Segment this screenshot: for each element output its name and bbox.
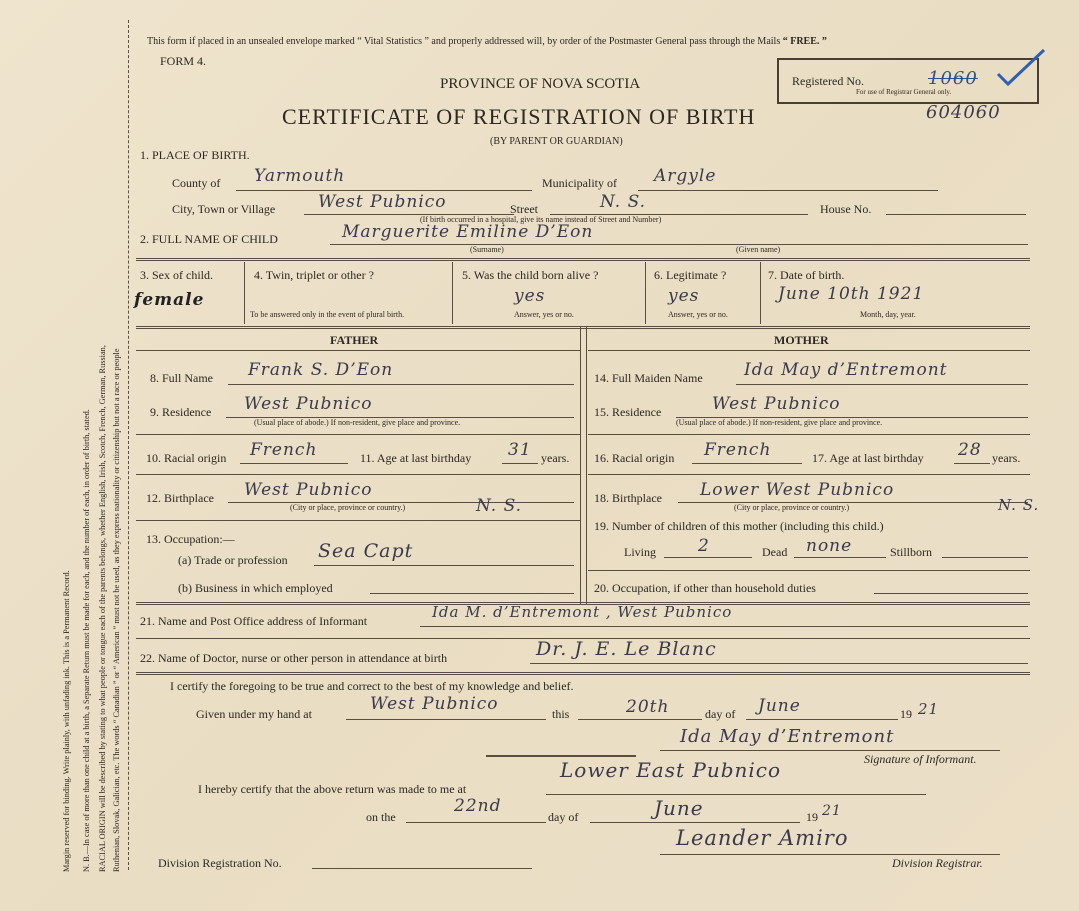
return-year-value: 21 — [822, 803, 842, 819]
return-text: I hereby certify that the above return was made to me at — [198, 782, 467, 796]
father-trade-value: Sea Capt — [318, 540, 414, 562]
place-heading: 1. PLACE OF BIRTH. — [140, 148, 250, 162]
father-age-value: 31 — [508, 440, 532, 460]
mother-residence-label: 15. Residence — [594, 405, 662, 419]
mother-age-value: 28 — [958, 440, 982, 460]
return-year-prefix: 19 — [806, 810, 818, 824]
margin-racial-origin-note: RACIAL ORIGIN will be described by stating to what people or tongue each of the parents belongs, whether English, Irish, Scotch, French, German, Russian, — [98, 345, 107, 872]
alive-label: 5. Was the child born alive ? — [462, 268, 599, 282]
division-registration-label: Division Registration No. — [158, 856, 282, 870]
mother-residence-note: (Usual place of abode.) If non-resident, give place and province. — [676, 418, 883, 427]
child-name-label: 2. FULL NAME OF CHILD — [140, 232, 278, 246]
stamp-number: 604060 — [926, 102, 1001, 123]
father-birthplace-value: West Pubnico — [244, 480, 373, 500]
father-birthplace-note: (City or place, province or country.) — [290, 503, 406, 512]
child-name-value: Marguerite Emiline D’Eon — [342, 222, 594, 242]
informant-value: Ida M. d’Entremont , West Pubnico — [432, 603, 733, 621]
father-name-value: Frank S. D’Eon — [248, 360, 394, 380]
registrar-signature: Leander Amiro — [676, 826, 849, 850]
legitimate-label: 6. Legitimate ? — [654, 268, 727, 282]
mother-living-value: 2 — [698, 536, 710, 556]
given-label: Given under my hand at — [196, 707, 312, 721]
street-value: N. S. — [600, 192, 647, 212]
mother-years-label: years. — [992, 451, 1021, 465]
this-label: this — [552, 707, 570, 721]
mother-birthplace-province: N. S. — [998, 496, 1040, 514]
province-heading: PROVINCE OF NOVA SCOTIA — [440, 76, 641, 92]
alive-value: yes — [514, 286, 546, 306]
doctor-label: 22. Name of Doctor, nurse or other person in attendance at birth — [140, 651, 448, 665]
given-year-value: 21 — [918, 700, 940, 718]
mother-stillborn-label: Stillborn — [890, 545, 933, 559]
birth-date-note: Month, day, year. — [860, 310, 916, 319]
doctor-value: Dr. J. E. Le Blanc — [536, 638, 717, 660]
county-label: County of — [172, 176, 221, 190]
division-registrar-label: Division Registrar. — [892, 856, 983, 870]
informant-label: 21. Name and Post Office address of Informant — [140, 614, 368, 628]
registered-value: 1060 — [928, 68, 978, 89]
binding-margin-line — [128, 20, 129, 870]
mother-birthplace-value: Lower West Pubnico — [700, 480, 895, 500]
checkmark-icon — [994, 46, 1048, 95]
mother-dead-value: none — [806, 536, 853, 556]
certificate-subtitle: (BY PARENT OR GUARDIAN) — [490, 136, 623, 147]
mother-children-label: 19. Number of children of this mother (including this child.) — [594, 519, 884, 533]
father-occupation-label: 13. Occupation:— — [146, 532, 235, 546]
given-place-value: West Pubnico — [370, 694, 499, 714]
registered-label: Registered No. — [792, 74, 864, 88]
father-birthplace-province: N. S. — [476, 496, 523, 516]
city-label: City, Town or Village — [172, 202, 276, 216]
mother-birthplace-label: 18. Birthplace — [594, 491, 662, 505]
margin-binding-note: Margin reserved for binding. Write plainly, with unfading ink. This is a Permanent Record. — [62, 570, 71, 872]
father-years-label: years. — [541, 451, 570, 465]
father-residence-value: West Pubnico — [244, 394, 373, 414]
day-of2-label: day of — [548, 810, 579, 824]
margin-racial-origin-note-2: Ruthenian, Slovak, Galician, etc. The words “ Canadian ” or “ American ” must not be used, as they express nationality or citizenship but not a race or people — [112, 348, 121, 872]
given-year-prefix: 19 — [900, 707, 912, 721]
certify-text: I certify the foregoing to be true and correct to the best of my knowledge and belief. — [170, 679, 574, 693]
this-value: 20th — [626, 697, 670, 717]
day-of-label: day of — [705, 707, 736, 721]
signature-label: Signature of Informant. — [864, 752, 977, 766]
on-the-label: on the — [366, 810, 396, 824]
father-heading: FATHER — [330, 333, 379, 347]
birth-date-value: June 10th 1921 — [778, 284, 925, 304]
margin-multiple-birth-note: N. B.—In case of more than one child at a birth, a Separate Return must be made for each, and the number of each, in order of birth, stated. — [82, 409, 91, 872]
father-residence-note: (Usual place of abode.) If non-resident, give place and province. — [254, 418, 461, 427]
father-name-label: 8. Full Name — [150, 371, 213, 385]
street-label: Street — [510, 202, 538, 216]
mother-racial-label: 16. Racial origin — [594, 451, 675, 465]
mother-birthplace-note: (City or place, province or country.) — [734, 503, 850, 512]
registered-note: For use of Registrar General only. — [856, 88, 952, 96]
given-name-note: (Given name) — [736, 245, 781, 254]
sex-value: female — [134, 290, 205, 310]
hospital-note: (If birth occurred in a hospital, give its name instead of Street and Number) — [420, 215, 662, 224]
legitimate-note: Answer, yes or no. — [668, 310, 728, 319]
legitimate-value: yes — [668, 286, 700, 306]
sex-label: 3. Sex of child. — [140, 268, 213, 282]
form-number: FORM 4. — [160, 54, 207, 68]
mother-dead-label: Dead — [762, 545, 788, 559]
mother-heading: MOTHER — [774, 333, 829, 347]
mother-name-label: 14. Full Maiden Name — [594, 371, 703, 385]
father-residence-label: 9. Residence — [150, 405, 212, 419]
certificate-title: CERTIFICATE OF REGISTRATION OF BIRTH — [282, 104, 756, 129]
birth-date-label: 7. Date of birth. — [768, 268, 845, 282]
given-month-value: June — [758, 696, 801, 716]
surname-note: (Surname) — [470, 245, 504, 254]
father-trade-label: (a) Trade or profession — [178, 553, 288, 567]
father-racial-label: 10. Racial origin — [146, 451, 227, 465]
municipality-value: Argyle — [654, 166, 717, 186]
municipality-label: Municipality of — [542, 176, 617, 190]
father-business-label: (b) Business in which employed — [178, 581, 333, 595]
mother-occupation-label: 20. Occupation, if other than household duties — [594, 581, 816, 595]
return-month-value: June — [654, 796, 704, 820]
mother-living-label: Living — [624, 545, 656, 559]
informant-signature: Ida May d’Entremont — [680, 726, 895, 747]
mother-residence-value: West Pubnico — [712, 394, 841, 414]
county-value: Yarmouth — [254, 166, 346, 186]
alive-note: Answer, yes or no. — [514, 310, 574, 319]
father-racial-value: French — [250, 440, 318, 460]
mother-racial-value: French — [704, 440, 772, 460]
twin-note: To be answered only in the event of plural birth. — [250, 310, 405, 319]
city-value: West Pubnico — [318, 192, 447, 212]
on-the-value: 22nd — [454, 796, 502, 816]
postal-note: This form if placed in an unsealed envelope marked “ Vital Statistics ” and properly addressed will, by order of the Postmaster General pass through the Mails “ FREE. ” — [147, 36, 827, 47]
house-label: House No. — [820, 202, 872, 216]
return-place-value: Lower East Pubnico — [560, 758, 782, 782]
mother-name-value: Ida May d’Entremont — [744, 360, 948, 380]
father-age-label: 11. Age at last birthday — [360, 451, 472, 465]
twin-label: 4. Twin, triplet or other ? — [254, 268, 374, 282]
mother-age-label: 17. Age at last birthday — [812, 451, 924, 465]
father-birthplace-label: 12. Birthplace — [146, 491, 214, 505]
